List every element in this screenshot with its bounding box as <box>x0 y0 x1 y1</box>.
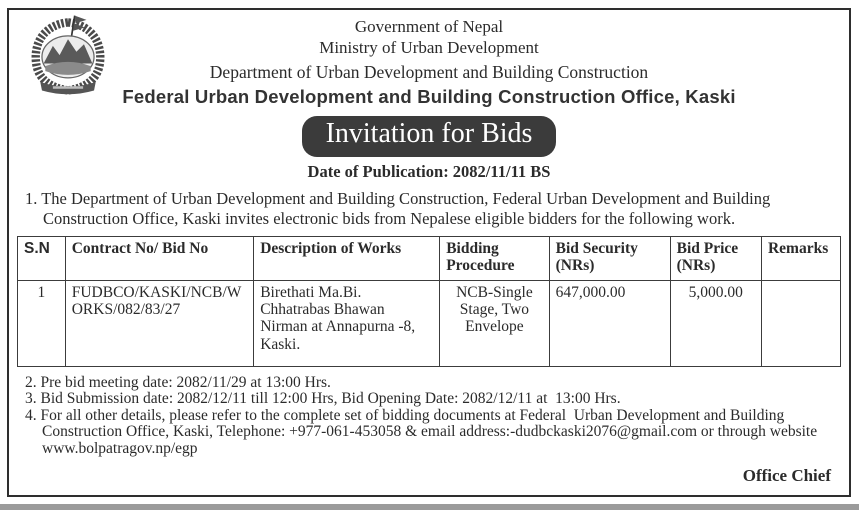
cell-remarks <box>761 280 840 366</box>
table-row <box>18 280 841 366</box>
header-remarks: Remarks <box>761 236 840 280</box>
header-bid-price: Bid Price (NRs) <box>670 236 761 280</box>
office-chief-signature: Office Chief <box>742 466 831 486</box>
note-other-details: 4. For all other details, please refer to the complete set of bidding documents at Federal Urban Development and Building Construction Office, Kaski, Telephone: +977-061-453058 & email address:-dudbckaski2076@gmail.com or through website www.bolpatragov.np/egp <box>25 406 821 457</box>
header-sn: S.N <box>18 236 66 280</box>
bid-notice-document <box>7 8 851 497</box>
ministry-line: Ministry of Urban Development <box>319 37 539 57</box>
intro-paragraph: 1. The Department of Urban Development and Building Construction, Federal Urban Development and Building Construction Office, Kaski invites electronic bids from Nepalese eligible bidders for the following work. <box>25 188 775 228</box>
table-header-row <box>18 236 841 280</box>
page-bottom-divider <box>0 504 859 510</box>
cell-sn: 1 <box>18 280 66 366</box>
note-bid-submission: 3. Bid Submission date: 2082/12/11 till 12:00 Hrs, Bid Opening Date: 2082/12/11 at 13:00 Hrs. <box>25 390 621 408</box>
government-line: Government of Nepal <box>354 17 504 36</box>
invitation-for-bids-badge: Invitation for Bids <box>302 116 557 157</box>
header-bid-security: Bid Security (NRs) <box>549 236 670 280</box>
cell-bid-price: 5,000.00 <box>670 280 761 366</box>
publication-date: Date of Publication: 2082/11/11 BS <box>307 161 551 181</box>
header-contract: Contract No/ Bid No <box>65 236 253 280</box>
document-header <box>9 18 849 107</box>
department-line: Department of Urban Development and Building Construction <box>209 62 649 83</box>
header-description: Description of Works <box>254 236 440 280</box>
notes-list <box>25 375 839 458</box>
cell-procedure: NCB-Single Stage, Two Envelope <box>440 280 549 366</box>
cell-contract: FUDBCO/KASKI/NCB/WORKS/082/83/27 <box>65 280 253 366</box>
bids-table <box>17 236 841 367</box>
nepal-government-emblem-icon <box>25 14 111 98</box>
cell-description: Birethati Ma.Bi. Chhatrabas Bhawan Nirman at Annapurna -8, Kaski. <box>254 280 440 366</box>
office-title: Federal Urban Development and Building Construction Office, Kaski <box>122 85 736 107</box>
note-prebid-meeting: 2. Pre bid meeting date: 2082/11/29 at 13:00 Hrs. <box>25 373 331 391</box>
header-procedure: Bidding Procedure <box>440 236 549 280</box>
cell-bid-security: 647,000.00 <box>549 280 670 366</box>
